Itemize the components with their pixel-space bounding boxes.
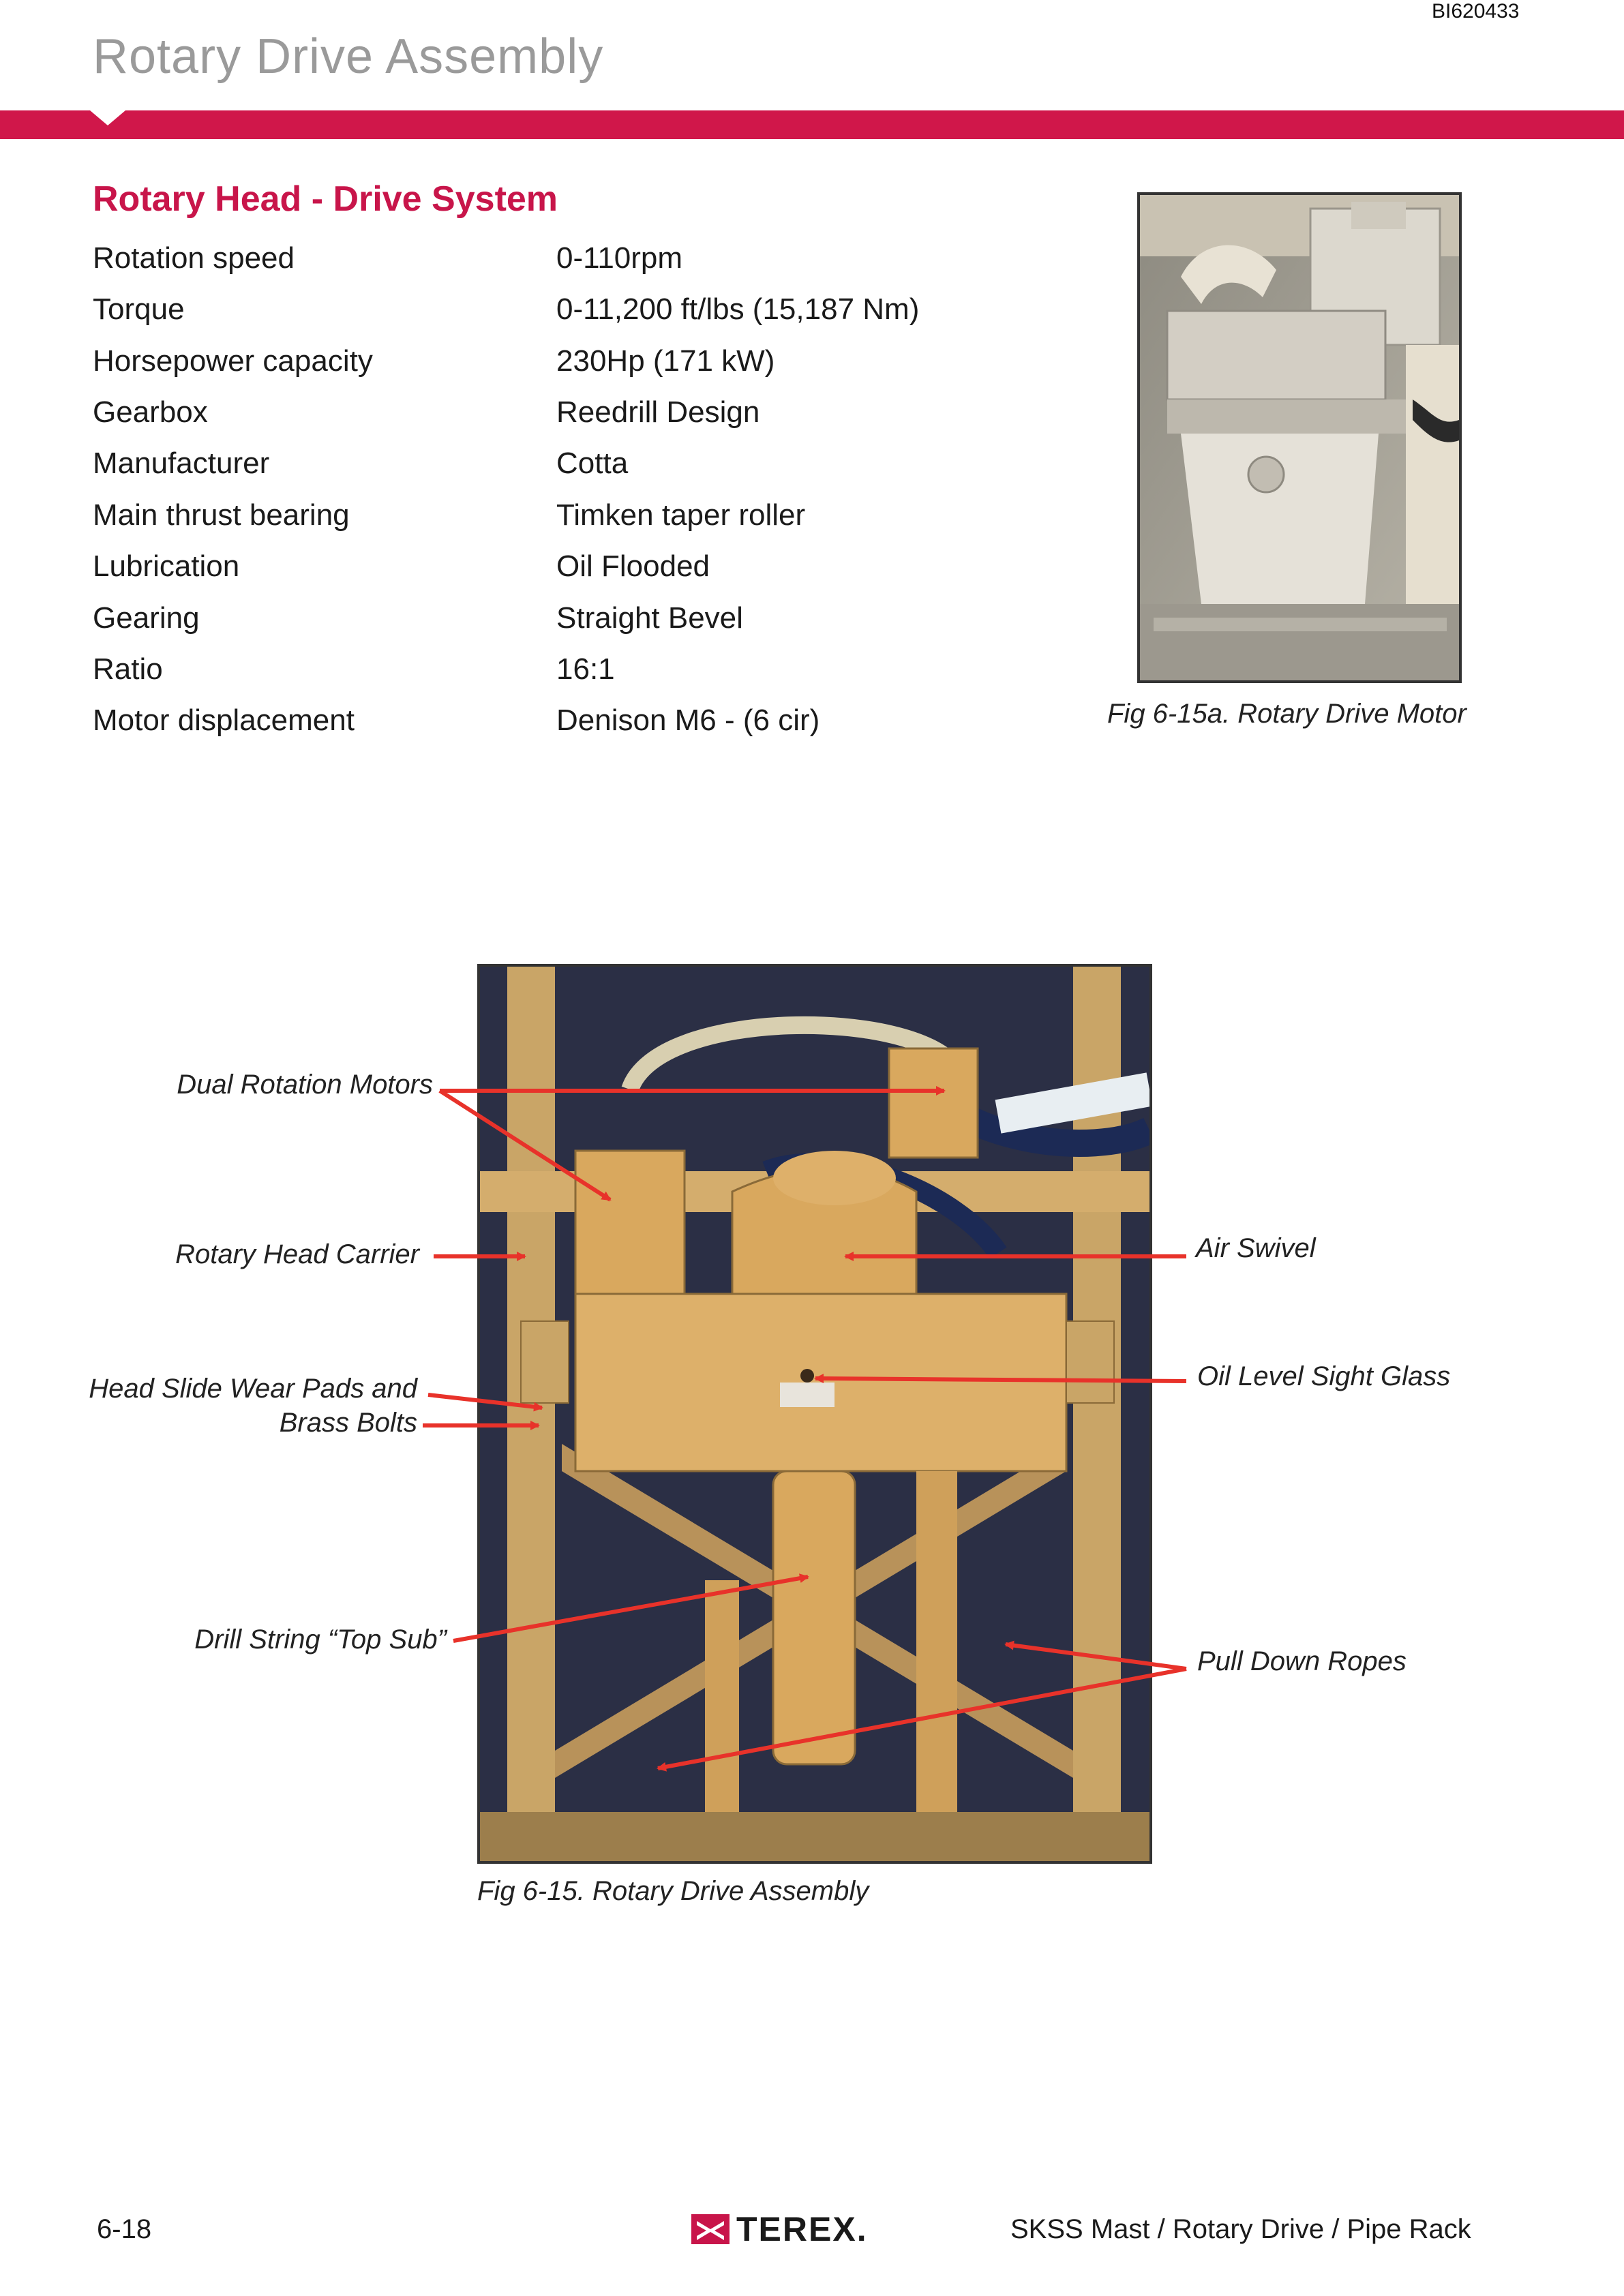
- arrow-dual-motors-b: [440, 1091, 610, 1200]
- callout-drill-string-top-sub: Drill String “Top Sub”: [194, 1625, 447, 1655]
- spec-label: Horsepower capacity: [93, 344, 373, 378]
- spec-value: 16:1: [556, 652, 615, 686]
- callout-air-swivel: Air Swivel: [1196, 1233, 1316, 1263]
- spec-value: 0-11,200 ft/lbs (15,187 Nm): [556, 292, 920, 326]
- terex-logo-text: TEREX.: [736, 2210, 868, 2248]
- section-title: Rotary Head - Drive System: [93, 179, 558, 219]
- callout-head-slide-line2: Brass Bolts: [279, 1408, 417, 1438]
- motor-figure-caption: Fig 6-15a. Rotary Drive Motor: [1107, 699, 1467, 729]
- spec-value: 230Hp (171 kW): [556, 344, 775, 378]
- callout-head-slide-wear-pads: [41, 1372, 417, 1440]
- document-id: BI620433: [1432, 0, 1520, 22]
- spec-label: Gearbox: [93, 395, 208, 429]
- terex-logo: [691, 2209, 868, 2250]
- spec-value: Reedrill Design: [556, 395, 760, 429]
- callout-pull-down-ropes: Pull Down Ropes: [1197, 1646, 1407, 1676]
- spec-label: Manufacturer: [93, 447, 270, 480]
- spec-value: Denison M6 - (6 cir): [556, 704, 820, 737]
- arrow-pull-down-a: [1006, 1644, 1186, 1669]
- spec-label: Torque: [93, 292, 185, 326]
- spec-label: Main thrust bearing: [93, 498, 350, 532]
- arrow-sight-glass: [815, 1378, 1186, 1381]
- page-header-title: Rotary Drive Assembly: [93, 29, 604, 84]
- arrow-pull-down-b: [658, 1669, 1186, 1768]
- callout-head-slide-line1: Head Slide Wear Pads and: [89, 1374, 417, 1404]
- footer-section-path: SKSS Mast / Rotary Drive / Pipe Rack: [1010, 2214, 1471, 2244]
- spec-value: Straight Bevel: [556, 601, 743, 635]
- spec-value: Oil Flooded: [556, 549, 710, 583]
- spec-value: 0-110rpm: [556, 241, 683, 275]
- terex-logo-mark-icon: [691, 2214, 730, 2244]
- spec-label: Ratio: [93, 652, 163, 686]
- spec-label: Gearing: [93, 601, 200, 635]
- spec-value: Timken taper roller: [556, 498, 806, 532]
- spec-value: Cotta: [556, 447, 629, 480]
- arrow-wear-pads-a: [428, 1395, 542, 1408]
- spec-label: Lubrication: [93, 549, 240, 583]
- spec-label: Motor displacement: [93, 704, 355, 737]
- spec-label: Rotation speed: [93, 241, 295, 275]
- assembly-figure-caption: Fig 6-15. Rotary Drive Assembly: [477, 1876, 869, 1906]
- arrow-top-sub: [453, 1577, 808, 1641]
- callout-dual-rotation-motors: Dual Rotation Motors: [177, 1070, 433, 1100]
- callout-rotary-head-carrier: Rotary Head Carrier: [175, 1239, 419, 1269]
- page-number: 6-18: [97, 2214, 152, 2244]
- callout-oil-level-sight-glass: Oil Level Sight Glass: [1197, 1361, 1451, 1391]
